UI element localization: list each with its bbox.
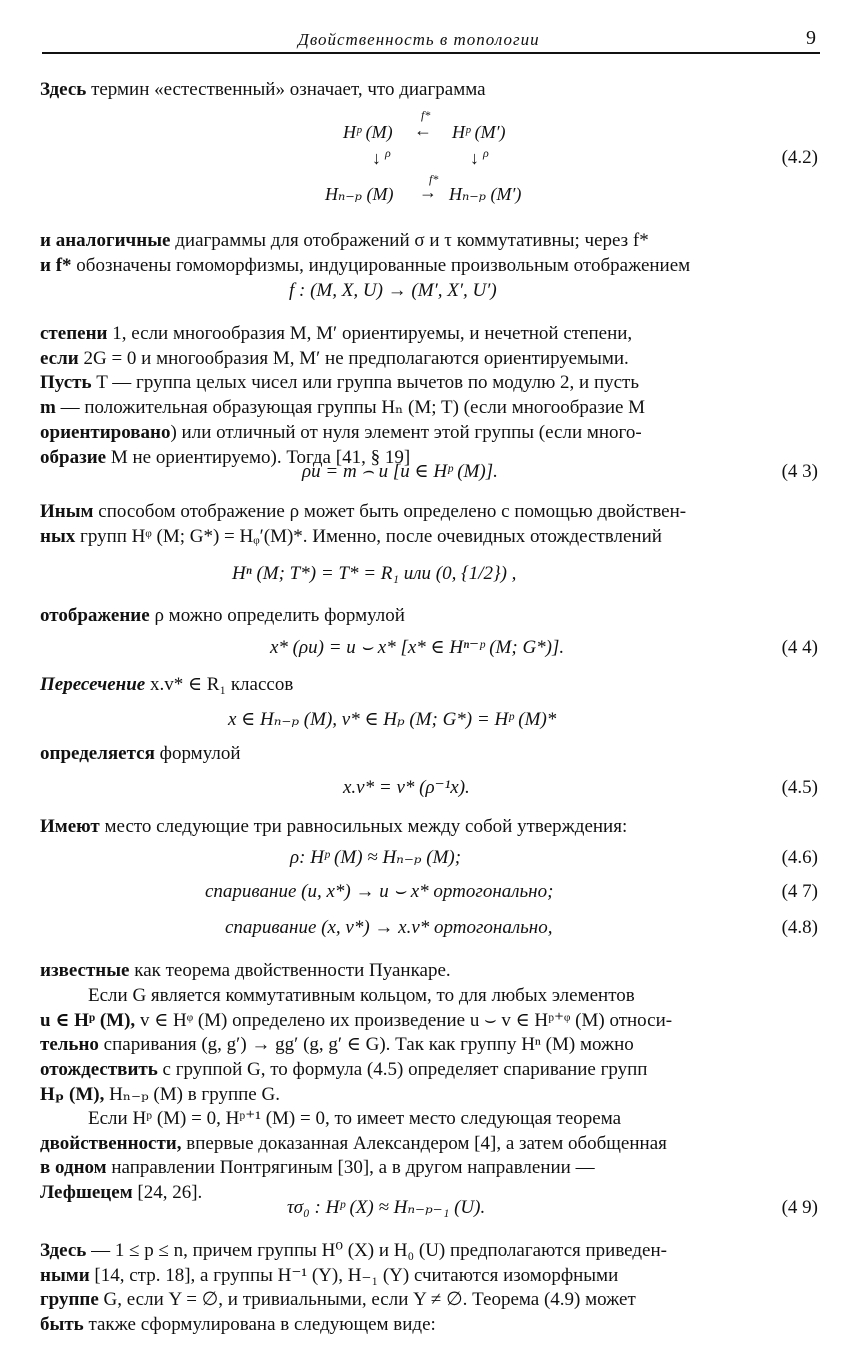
paragraph-4: Иным способом отображение ρ может быть определено с помощью двойствен- ных групп Hᵠ (M; G*) = Hᵩ′(M)*. Именно, после очевидных отождествлений	[40, 501, 687, 547]
equation-number: (4.5)	[781, 777, 818, 798]
paragraph-8: Имеют место следующие три равносильных между собой утверждения:	[40, 816, 628, 837]
equation-sets: x ∈ Hₙ₋ₚ (M), v* ∈ Hₚ (M; G*) = Hᵖ (M)*	[228, 709, 557, 730]
equation-hn: Hⁿ (M; T*) = T* = R₁ или (0, {1/2}) ,	[232, 563, 517, 584]
equation-4-3: ρu = m ⌢ u [u ∈ Hᵖ (M)].	[302, 461, 498, 482]
diagram-right-arrow: ↓	[470, 148, 479, 168]
paragraph-9: известные как теорема двойственности Пуанкаре.	[40, 960, 451, 981]
equation-number: (4.6)	[781, 847, 818, 868]
paragraph-11: Если Hᵖ (M) = 0, Hᵖ⁺¹ (M) = 0, то имеет место следующая теорема двойственности, впервые доказанная Александером [4], а затем обобщенная в одном направлении Понтрягиным [30], а в другом направлении — Лефшецем [24, 26].	[40, 1108, 667, 1204]
diagram-left-arrow-label: ρ	[385, 146, 391, 160]
equation-4-5: x.v* = v* (ρ⁻¹x).	[343, 777, 470, 798]
equation-number: (4 4)	[781, 637, 818, 658]
equation-4-6: ρ: Hᵖ (M) ≈ Hₙ₋ₚ (M);	[290, 847, 462, 868]
diagram-top-arrow: ←	[414, 120, 432, 140]
diagram-top-right: Hᵖ (M′)	[452, 122, 506, 142]
equation-number: (4.2)	[781, 147, 818, 168]
diagram-top-left: Hᵖ (M)	[343, 122, 393, 142]
paragraph-3: степени 1, если многообразия M, M′ ориентируемы, и нечетной степени, если 2G = 0 и многообразия M, M′ не предполагаются ориентируемыми. Пусть T — группа целых чисел или группа вычетов по модулю 2, и пусть m — положительная образующая группы Hₙ (M; T) (если многообразие M ориентировано) или отличный от нуля элемент этой группы (если много- образие M не ориентируемо). Тогда [41, § 19]	[40, 323, 646, 468]
diagram-bottom-left: Hₙ₋ₚ (M)	[325, 184, 394, 204]
equation-4-4: x* (ρu) = u ⌣ x* [x* ∈ Hⁿ⁻ᵖ (M; G*)].	[270, 637, 565, 658]
equation-number: (4 3)	[781, 461, 818, 482]
equation-number: (4.8)	[781, 917, 818, 938]
intro-line: Здесь термин «естественный» означает, что диаграмма	[40, 79, 486, 100]
paragraph-12: Здесь — 1 ≤ p ≤ n, причем группы H⁰ (X) и H₀ (U) предполагаются приведен- ными [14, стр. 18], а группы H⁻¹ (Y), H₋₁ (Y) считаются изоморфными группе G, если Y = ∅, и тривиальными, если Y ≠ ∅. Теорема (4.9) может быть также сформулирована в следующем виде:	[40, 1240, 667, 1336]
paragraph-6: Пересечение x.v* ∈ R₁ классов	[40, 674, 294, 695]
equation-4-7: спаривание (u, x*) → u ⌣ x* ортогонально;	[205, 881, 554, 902]
running-title: Двойственность в топологии	[298, 30, 540, 49]
paragraph-10: Если G является коммутативным кольцом, то для любых элементов u ∈ Hᵖ (M), v ∈ Hᵠ (M) определено их произведение u ⌣ v ∈ Hᵖ⁺ᵠ (M) относи- тельно спаривания (g, g′) → gg′ (g, g′ ∈ G). Так как группу Hⁿ (M) можно отождествить с группой G, то формула (4.5) определяет спаривание групп Hₚ (M), Hₙ₋ₚ (M) в группе G.	[40, 985, 673, 1105]
diagram-bottom-arrow-label: f*	[429, 172, 439, 186]
page-number: 9	[806, 27, 816, 49]
paragraph-7: определяется формулой	[40, 743, 241, 764]
diagram-bottom-arrow: →	[419, 182, 437, 202]
diagram-bottom-right: Hₙ₋ₚ (M′)	[449, 184, 522, 204]
paragraph-2: и аналогичные диаграммы для отображений σ и τ коммутативны; через f* и f* обозначены гомоморфизмы, индуцированные произвольным отображением	[40, 230, 691, 276]
map-formula: f : (M, X, U) → (M′, X′, U′)	[289, 280, 497, 301]
diagram-left-arrow: ↓	[372, 148, 381, 168]
equation-number: (4 9)	[781, 1197, 818, 1218]
diagram-right-arrow-label: ρ	[483, 146, 489, 160]
equation-4-8: спаривание (x, v*) → x.v* ортогонально,	[225, 917, 553, 938]
header-rule	[42, 52, 820, 54]
equation-number: (4 7)	[781, 881, 818, 902]
equation-4-9: τσ₀ : Hᵖ (X) ≈ Hₙ₋ₚ₋₁ (U).	[287, 1197, 486, 1218]
diagram-top-arrow-label: f*	[421, 108, 431, 122]
paragraph-5: отображение ρ можно определить формулой	[40, 605, 405, 626]
